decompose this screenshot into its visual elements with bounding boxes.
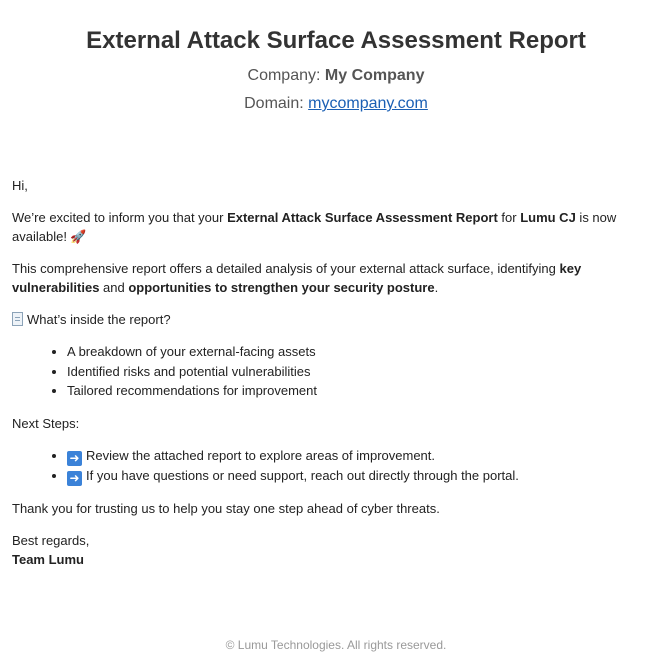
document-icon [12, 312, 23, 326]
signature: Team Lumu [12, 551, 84, 567]
right-arrow-icon: ➜ [67, 451, 82, 466]
closing-text: Best regards, [12, 532, 90, 548]
domain-label: Domain: [244, 95, 309, 112]
description-text: This comprehensive report offers a detailed analysis of your external attack surface, identifying [12, 261, 560, 276]
list-item [67, 466, 632, 486]
description-period: . [434, 280, 439, 295]
report-name: External Attack Surface Assessment Report [227, 210, 498, 225]
next-step-text: Review the attached report to explore areas of improvement. [86, 447, 436, 463]
report-title: External Attack Surface Assessment Report [86, 27, 586, 54]
list-item: • Tailored recommendations for improvement [67, 381, 632, 401]
next-steps-heading: Next Steps: [12, 415, 80, 431]
signoff [12, 531, 632, 569]
intro-text-available: is now available! [12, 210, 617, 244]
list-item: • A breakdown of your external-facing assets [67, 342, 632, 362]
inside-list [12, 342, 632, 401]
rocket-icon: 🚀 [69, 229, 87, 244]
intro-text-for: for [497, 210, 521, 225]
footer-copyright: © Lumu Technologies. All rights reserved. [225, 638, 447, 652]
greeting: Hi, [12, 178, 28, 193]
list-item: • Identified risks and potential vulnerabilities [67, 362, 632, 382]
domain-link[interactable]: mycompany.com [308, 95, 428, 112]
list-item [67, 446, 632, 466]
intro-text: We’re excited to inform you that your [12, 210, 228, 225]
company-line [0, 65, 672, 87]
thanks-paragraph: Thank you for trusting us to help you stay one step ahead of cyber threats. [12, 500, 440, 516]
description-text-and: and [99, 280, 129, 295]
inside-heading [12, 310, 632, 329]
company-label: Company: [247, 67, 325, 84]
opportunities-text: opportunities to strengthen your security posture [128, 280, 435, 295]
right-arrow-icon: ➜ [67, 471, 82, 486]
next-step-text: If you have questions or need support, reach out directly through the portal. [86, 467, 519, 483]
client-name: Lumu CJ [520, 210, 576, 225]
inside-heading-text: What’s inside the report? [27, 312, 171, 327]
email-body [12, 176, 632, 582]
next-steps-list [12, 446, 632, 486]
description-paragraph [12, 259, 632, 297]
key-vulnerabilities: key vulnerabilities [12, 261, 582, 295]
domain-line [0, 93, 672, 115]
company-name: My Company [324, 67, 425, 84]
intro-paragraph [12, 208, 632, 246]
